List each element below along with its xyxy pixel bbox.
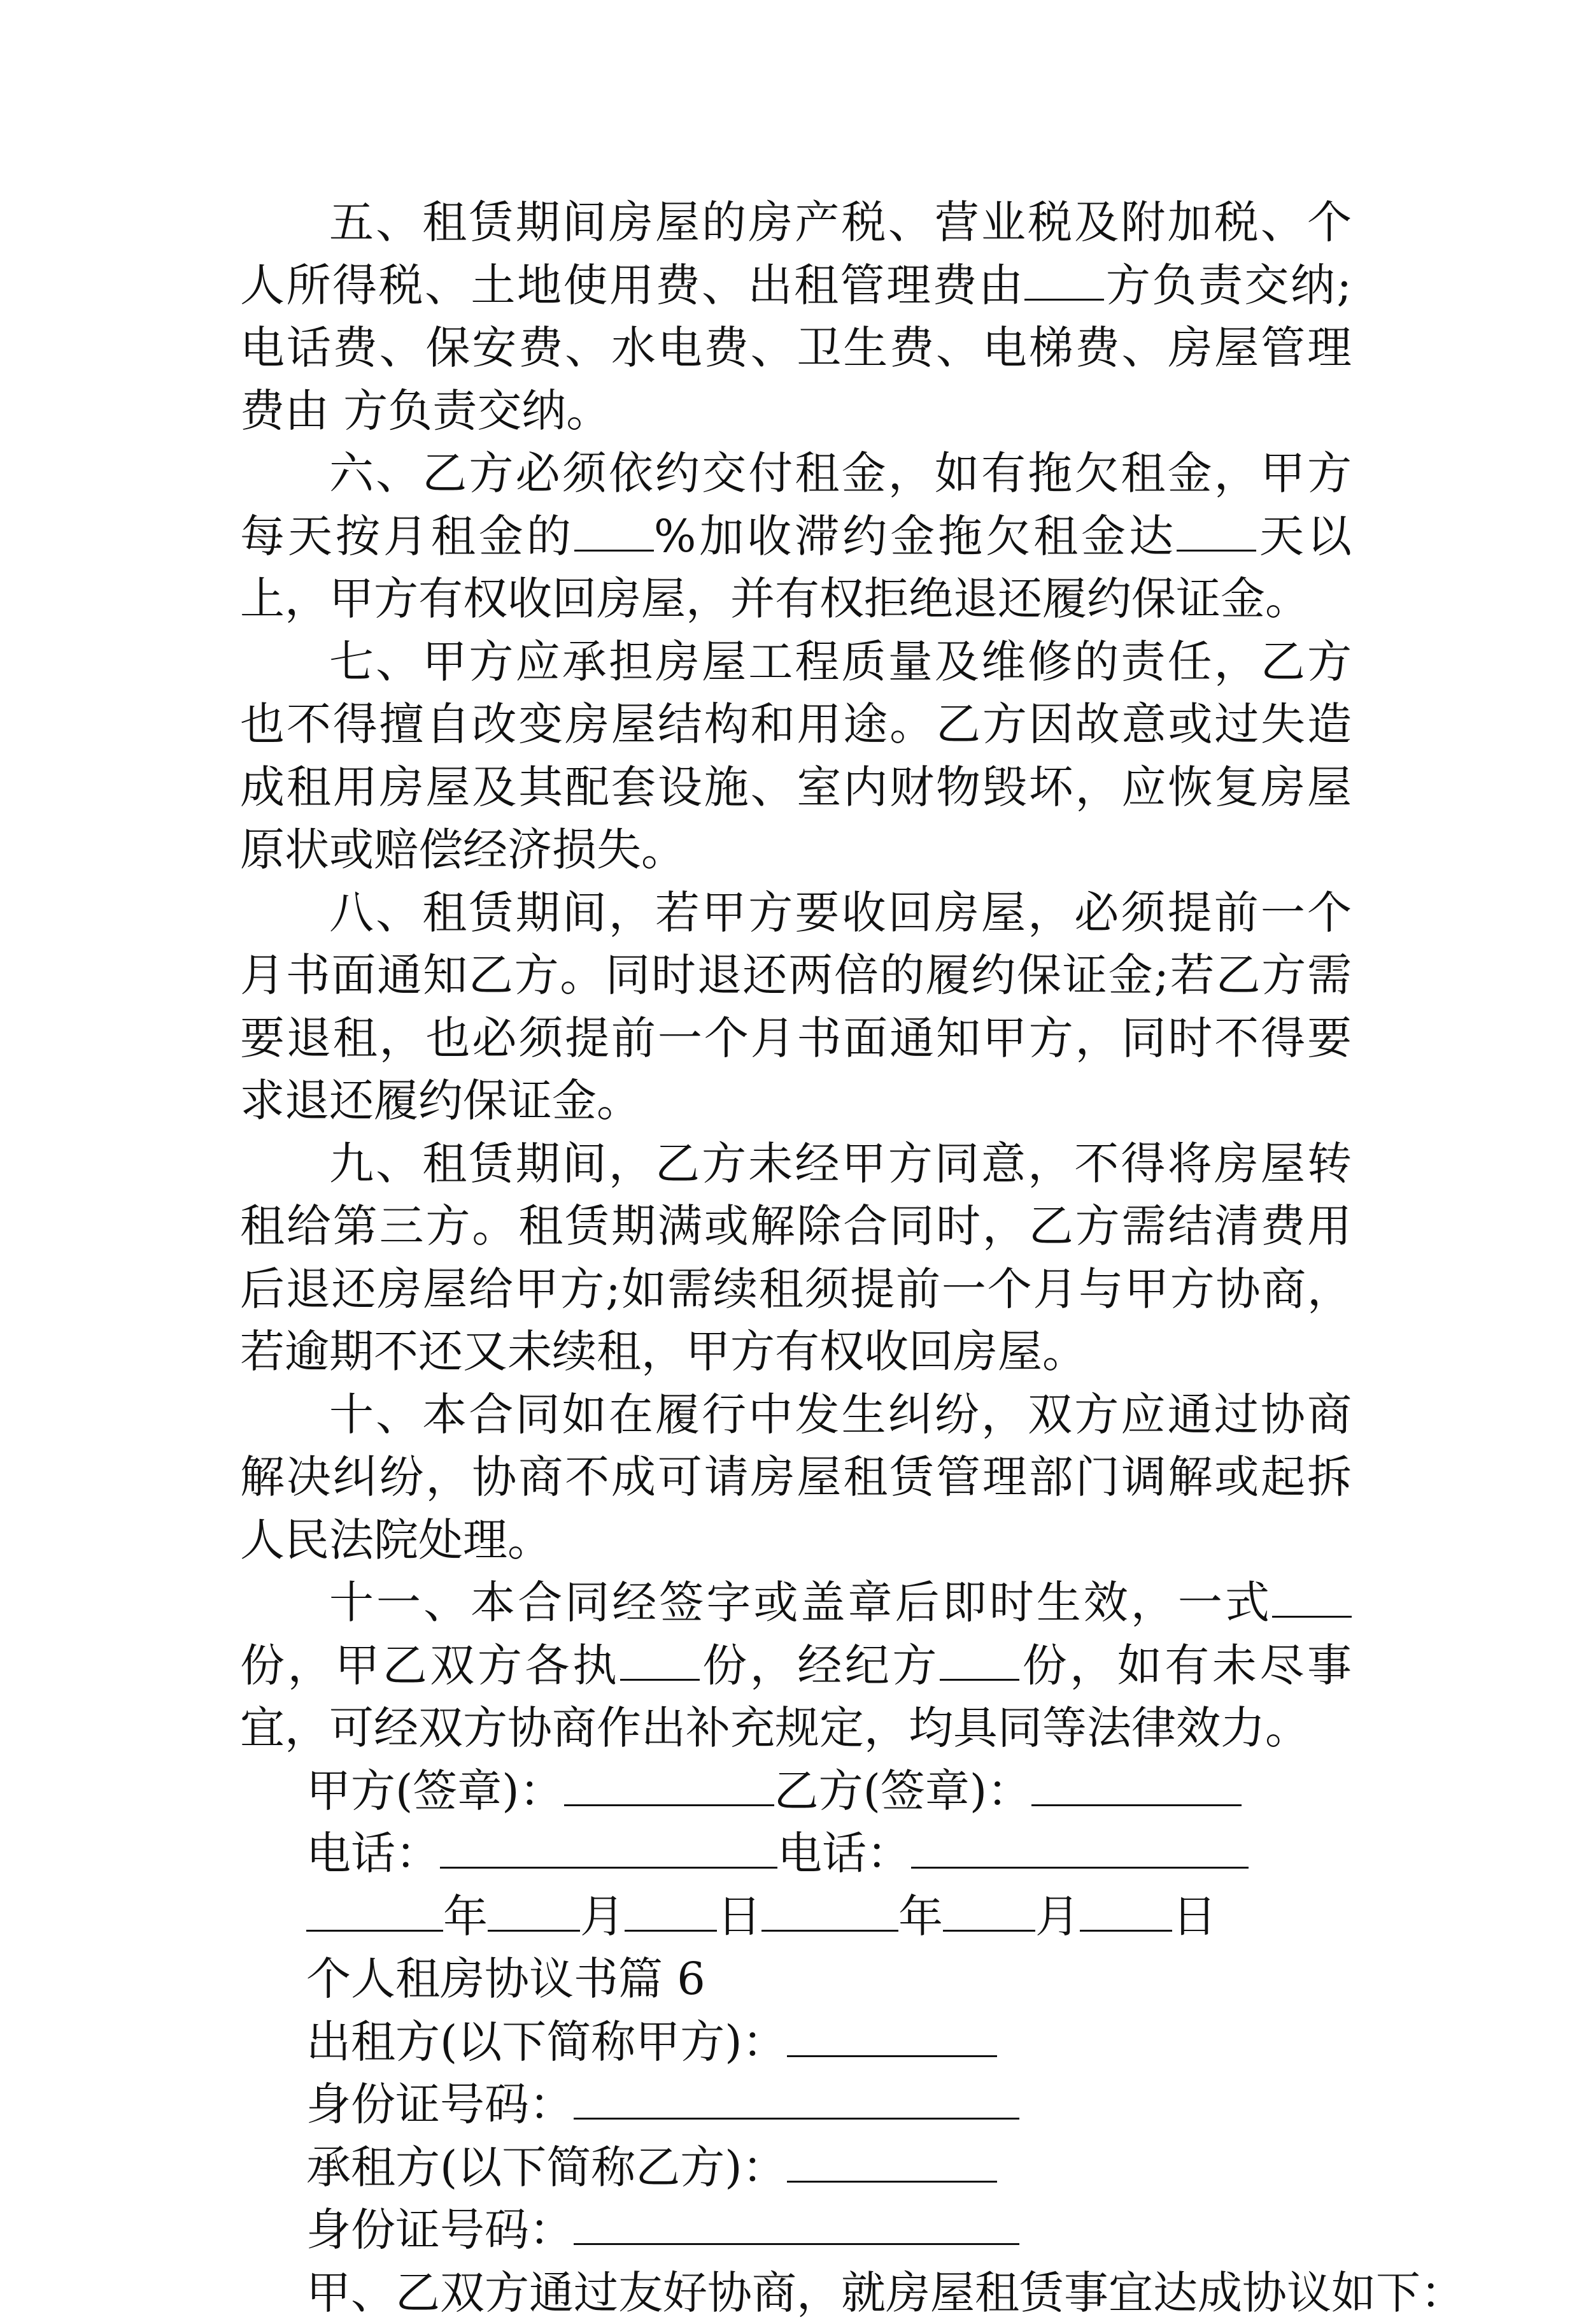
party-a-phone-field[interactable] <box>440 1825 777 1869</box>
lessor-id-row <box>240 2073 1352 2136</box>
clause-10 <box>240 1383 1352 1572</box>
party-a-phone-label: 电话： <box>306 1827 440 1879</box>
lessee-id-field[interactable] <box>574 2201 1019 2246</box>
lessee-row <box>240 2136 1352 2199</box>
section-title-text: 个人租房协议书篇 6 <box>306 1953 705 2005</box>
clause-text: 份，如有未尽事宜，可经双方协商作出补充规定，均具同等法律效力。 <box>240 1639 1352 1755</box>
clause-text: 五、租赁期间房屋的房产税、营业税及附加税、个人所得税、土地使用费、出租管理费由 <box>240 196 1352 311</box>
fill-in-blank[interactable] <box>940 1636 1019 1681</box>
month-label: 月 <box>1035 1890 1080 1943</box>
phone-row <box>240 1822 1352 1885</box>
party-b-year-field[interactable] <box>761 1887 898 1932</box>
lessee-id-label: 身份证号码： <box>306 2204 574 2256</box>
lessor-id-label: 身份证号码： <box>306 2078 574 2130</box>
agreement-intro-text: 甲、乙双方通过友好协商，就房屋租赁事宜达成协议如下： <box>306 2267 1465 2319</box>
clause-7 <box>240 631 1352 881</box>
party-a-sign-label: 甲方(签章)： <box>306 1765 564 1817</box>
party-b-sign-field[interactable] <box>1031 1762 1242 1806</box>
clause-text: 七、甲方应承担房屋工程质量及维修的责任，乙方也不得擅自改变房屋结构和用途。乙方因故意或过失造成租用房屋及其配套设施、室内财物毁坏，应恢复房屋原状或赔偿经济损失。 <box>240 636 1352 876</box>
clause-5 <box>240 191 1352 442</box>
lessor-label: 出租方(以下简称甲方)： <box>306 2016 787 2068</box>
party-b-phone-label: 电话： <box>777 1827 911 1879</box>
month-label: 月 <box>580 1890 625 1943</box>
clause-text: 八、租赁期间，若甲方要收回房屋，必须提前一个月书面通知乙方。同时退还两倍的履约保证金;若乙方需要退租，也必须提前一个月书面通知甲方，同时不得要求退还履约保证金。 <box>240 887 1352 1127</box>
party-a-day-field[interactable] <box>625 1887 717 1932</box>
lessee-id-row <box>240 2199 1352 2262</box>
clause-text: 份，经纪方 <box>700 1639 940 1692</box>
lessor-name-field[interactable] <box>787 2013 997 2057</box>
year-label: 年 <box>443 1890 488 1943</box>
party-a-year-field[interactable] <box>306 1887 443 1932</box>
fill-in-blank[interactable] <box>1177 507 1256 552</box>
clause-text: 份，甲乙双方各执 <box>240 1639 620 1692</box>
lessor-id-field[interactable] <box>574 2076 1019 2120</box>
signature-row <box>240 1760 1352 1823</box>
clause-text: %加收滞约金拖欠租金达 <box>654 510 1177 562</box>
clause-text: 天以上，甲方有权收回房屋，并有权拒绝退还履约保证金。 <box>240 510 1352 625</box>
day-label: 日 <box>1172 1890 1217 1943</box>
party-b-sign-label: 乙方(签章)： <box>774 1765 1032 1817</box>
party-a-month-field[interactable] <box>488 1887 580 1932</box>
clause-8 <box>240 881 1352 1132</box>
clause-9 <box>240 1132 1352 1383</box>
party-b-month-field[interactable] <box>943 1887 1035 1932</box>
clause-text: 方负责交纳;电话费、保安费、水电费、卫生费、电梯费、房屋管理费由 方负责交纳。 <box>240 259 1352 437</box>
fill-in-blank[interactable] <box>620 1636 700 1681</box>
date-row <box>240 1885 1352 1948</box>
document-body <box>240 191 1352 2324</box>
agreement-intro <box>240 2262 1352 2324</box>
clause-text: 九、租赁期间，乙方未经甲方同意，不得将房屋转租给第三方。租赁期满或解除合同时，乙方需结清费用后退还房屋给甲方;如需续租须提前一个月与甲方协商，若逾期不还又未续租，甲方有权收回房屋。 <box>240 1137 1352 1378</box>
clause-text: 十、本合同如在履行中发生纠纷，双方应通过协商解决纠纷，协商不成可请房屋租赁管理部门调解或起拆人民法院处理。 <box>240 1388 1352 1566</box>
section-title <box>240 1948 1352 2011</box>
clause-text: 十一、本合同经签字或盖章后即时生效，一式 <box>329 1576 1272 1629</box>
fill-in-blank[interactable] <box>1024 256 1104 301</box>
party-a-sign-field[interactable] <box>564 1762 774 1806</box>
year-label: 年 <box>898 1890 943 1943</box>
fill-in-blank[interactable] <box>1272 1574 1352 1618</box>
clause-6 <box>240 442 1352 631</box>
clause-text: 六、乙方必须依约交付租金，如有拖欠租金，甲方每天按月租金的 <box>240 447 1352 562</box>
party-b-phone-field[interactable] <box>911 1825 1249 1869</box>
fill-in-blank[interactable] <box>574 507 654 552</box>
lessee-label: 承租方(以下简称乙方)： <box>306 2141 787 2193</box>
party-b-day-field[interactable] <box>1080 1887 1172 1932</box>
day-label: 日 <box>717 1890 761 1943</box>
lessee-name-field[interactable] <box>787 2138 997 2183</box>
lessor-row <box>240 2011 1352 2074</box>
clause-11 <box>240 1571 1352 1760</box>
